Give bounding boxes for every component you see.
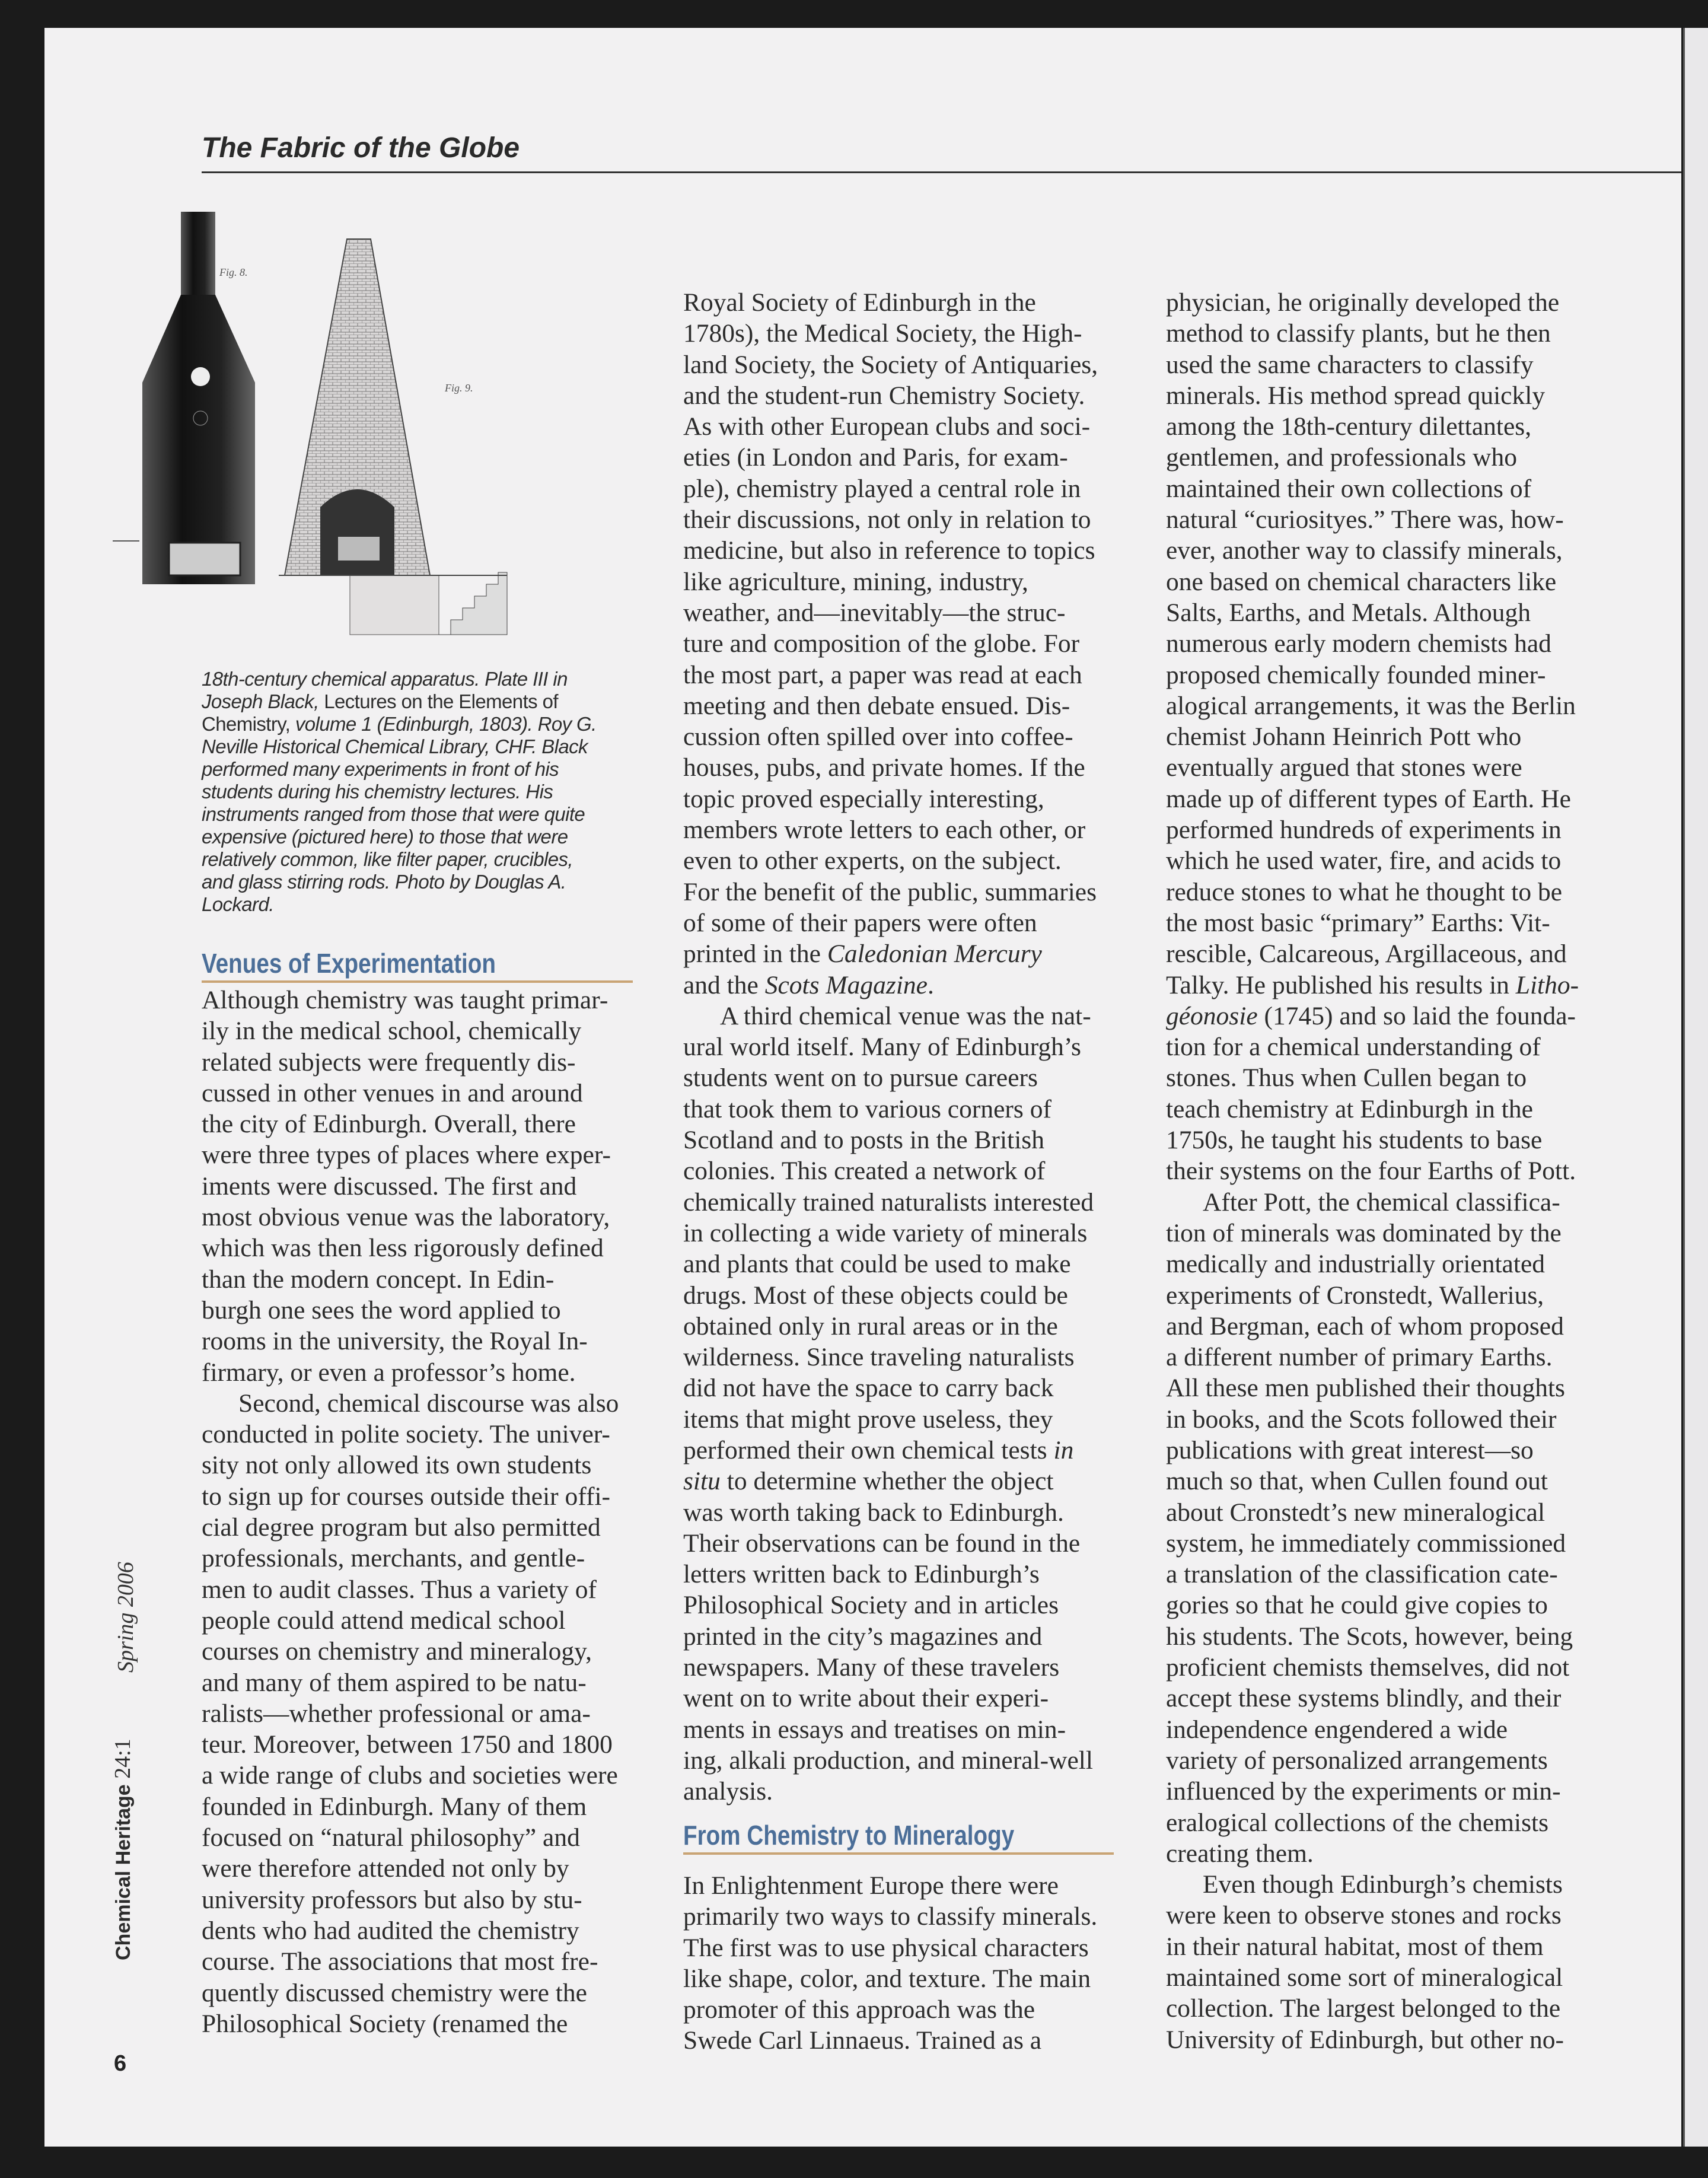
caption-text: Lockard. xyxy=(202,893,274,915)
text-line: ing, alkali production, and mineral-well xyxy=(683,1746,1093,1775)
text-line: medicine, but also in reference to topics xyxy=(683,536,1095,565)
text-line: performed hundreds of experiments in xyxy=(1166,816,1562,845)
text-line: and the student-run Chemistry Society. xyxy=(683,381,1085,410)
text-line: focused on “natural philosophy” and xyxy=(202,1823,580,1852)
text-line: For the benefit of the public, summaries xyxy=(683,877,1097,906)
text-line: reduce stones to what he thought to be xyxy=(1166,877,1563,906)
text-line: the most basic “primary” Earths: Vit- xyxy=(1166,908,1550,937)
text-line: All these men published their thoughts xyxy=(1166,1374,1565,1403)
text-line: even to other experts, on the subject. xyxy=(683,846,1062,875)
text-line: their discussions, not only in relation to xyxy=(683,505,1091,534)
text-line: medically and industrially orientated xyxy=(1166,1250,1546,1279)
furnace-engraving xyxy=(113,205,638,666)
caption-text: Neville Historical Chemical Library, CHF. Black xyxy=(202,735,588,757)
text-line: made up of different types of Earth. He xyxy=(1166,784,1571,813)
text-line: founded in Edinburgh. Many of them xyxy=(202,1792,587,1821)
text-line: used the same characters to classify xyxy=(1166,350,1534,379)
text-line: gentlemen, and professionals who xyxy=(1166,443,1517,472)
section-heading-venues: Venues of Experimentation xyxy=(202,948,496,979)
text-segment: Talky. He published his results in xyxy=(1166,970,1516,999)
text-line: conducted in polite society. The univer- xyxy=(202,1420,610,1449)
text-line: his students. The Scots, however, being xyxy=(1166,1622,1573,1651)
page-number: 6 xyxy=(114,2051,127,2076)
text-line: sity not only allowed its own students xyxy=(202,1451,592,1480)
text-line xyxy=(683,1466,1122,1496)
text-line: natural “curiosityes.” There was, how- xyxy=(1166,505,1564,534)
text-line: and Bergman, each of whom proposed xyxy=(1166,1311,1564,1340)
journal-volume: 24:1 xyxy=(110,1738,135,1779)
text-line: system, he immediately commissioned xyxy=(1166,1529,1566,1558)
text-line: weather, and—inevitably—the struc- xyxy=(683,598,1066,627)
text-line: creating them. xyxy=(1166,1839,1314,1868)
issue-season: Spring 2006 xyxy=(113,1562,138,1673)
caption-line xyxy=(202,735,652,758)
text-line: Second, chemical discourse was also xyxy=(238,1389,619,1418)
fig8-label: Fig. 8. xyxy=(219,266,248,278)
text-line: ever, another way to classify minerals, xyxy=(1166,536,1563,565)
text-segment: . xyxy=(927,970,934,999)
text-line xyxy=(683,970,1122,1001)
caption-line xyxy=(202,781,652,803)
fig9-cone-furnace xyxy=(279,239,507,635)
text-line: dents who had audited the chemistry xyxy=(202,1916,579,1945)
text-line: topic proved especially interesting, xyxy=(683,784,1044,813)
text-line: A third chemical venue was the nat- xyxy=(720,1001,1091,1030)
text-line: method to classify plants, but he then xyxy=(1166,319,1551,348)
text-line: were therefore attended not only by xyxy=(202,1854,569,1883)
text-line: firmary, or even a professor’s home. xyxy=(202,1358,576,1387)
text-line: land Society, the Society of Antiquaries, xyxy=(683,350,1098,379)
text-segment: and the xyxy=(683,970,765,999)
text-line: Their observations can be found in the xyxy=(683,1529,1081,1558)
text-line: eventually argued that stones were xyxy=(1166,753,1522,782)
italic-text: Caledonian Mercury xyxy=(827,940,1042,969)
text-line: that took them to various corners of xyxy=(683,1094,1051,1123)
journal-folio xyxy=(110,1738,136,1960)
text-line: proposed chemically founded miner- xyxy=(1166,660,1546,689)
text-line: primarily two ways to classify minerals. xyxy=(683,1902,1098,1931)
text-line: promoter of this approach was the xyxy=(683,1995,1035,2024)
text-line: in collecting a wide variety of minerals xyxy=(683,1218,1088,1247)
text-line: rooms in the university, the Royal In- xyxy=(202,1327,588,1356)
text-line xyxy=(1166,1001,1605,1031)
caption-line xyxy=(202,893,652,916)
text-line: tion of minerals was dominated by the xyxy=(1166,1218,1562,1247)
caption-line xyxy=(202,871,652,893)
text-line: items that might prove useless, they xyxy=(683,1405,1053,1434)
text-line: proficient chemists themselves, did not xyxy=(1166,1653,1570,1682)
caption-line xyxy=(202,848,652,871)
text-line: Even though Edinburgh’s chemists xyxy=(1203,1870,1563,1899)
text-segment: printed in the xyxy=(683,940,827,969)
text-line: about Cronstedt’s new mineralogical xyxy=(1166,1498,1546,1527)
text-line: Salts, Earths, and Metals. Although xyxy=(1166,598,1531,627)
text-line xyxy=(683,938,1122,969)
figure-caption xyxy=(202,668,652,916)
text-line: professionals, merchants, and gentle- xyxy=(202,1544,585,1573)
text-line: like agriculture, mining, industry, xyxy=(683,567,1028,596)
text-line: chemically trained naturalists interested xyxy=(683,1187,1094,1217)
text-line: teach chemistry at Edinburgh in the xyxy=(1166,1094,1533,1123)
text-line: a different number of primary Earths. xyxy=(1166,1343,1553,1372)
text-line: maintained their own collections of xyxy=(1166,474,1532,503)
text-line: most obvious venue was the laboratory, xyxy=(202,1203,610,1232)
text-line: tion for a chemical understanding of xyxy=(1166,1033,1541,1062)
text-segment: (1745) and so laid the founda- xyxy=(1257,1001,1576,1030)
text-line: cial degree program but also permitted xyxy=(202,1513,601,1542)
text-line: which he used water, fire, and acids to xyxy=(1166,846,1562,875)
text-line: 1780s), the Medical Society, the High- xyxy=(683,319,1082,348)
text-line: the city of Edinburgh. Overall, there xyxy=(202,1110,576,1139)
caption-text: performed many experiments in front of his xyxy=(202,758,559,780)
italic-text: in xyxy=(1053,1435,1074,1464)
text-line: than the modern concept. In Edin- xyxy=(202,1265,555,1294)
text-line: collection. The largest belonged to the xyxy=(1166,1994,1561,2023)
body-column-2-continued xyxy=(683,1870,1122,2056)
caption-line xyxy=(202,758,652,781)
caption-text: and glass stirring rods. Photo by Douglas A. xyxy=(202,871,566,893)
caption-text: Chemistry, xyxy=(202,713,295,735)
caption-text: Lectures on the Elements of xyxy=(324,690,558,712)
text-line: quently discussed chemistry were the xyxy=(202,1978,587,2007)
text-line: and plants that could be used to make xyxy=(683,1250,1071,1279)
text-line: Scotland and to posts in the British xyxy=(683,1126,1044,1155)
text-segment: to determine whether the object xyxy=(720,1467,1054,1496)
text-line: analysis. xyxy=(683,1777,773,1806)
text-line: a translation of the classification cate- xyxy=(1166,1560,1558,1589)
text-line: colonies. This created a network of xyxy=(683,1157,1046,1186)
text-line: stones. Thus when Cullen began to xyxy=(1166,1063,1527,1093)
text-line: cussion often spilled over into coffee- xyxy=(683,722,1073,752)
text-line: drugs. Most of these objects could be xyxy=(683,1281,1068,1310)
text-line: gories so that he could give copies to xyxy=(1166,1591,1548,1620)
caption-line xyxy=(202,803,652,826)
text-line: which was then less rigorously defined xyxy=(202,1234,604,1263)
heading-underline xyxy=(683,1852,1114,1855)
text-line: ments in essays and treatises on min- xyxy=(683,1715,1066,1744)
text-line: much so that, when Cullen found out xyxy=(1166,1467,1548,1496)
text-line: After Pott, the chemical classifica- xyxy=(1203,1187,1560,1217)
italic-text: géonosie xyxy=(1166,1001,1258,1030)
text-line: variety of personalized arrangements xyxy=(1166,1746,1548,1775)
text-line: Philosophical Society and in articles xyxy=(683,1591,1059,1620)
text-line: Royal Society of Edinburgh in the xyxy=(683,288,1036,317)
text-line: were keen to observe stones and rocks xyxy=(1166,1901,1562,1930)
journal-name: Chemical Heritage xyxy=(112,1784,135,1960)
text-line: minerals. His method spread quickly xyxy=(1166,381,1546,410)
text-line: men to audit classes. Thus a variety of xyxy=(202,1575,597,1604)
text-line: rescible, Calcareous, Argillaceous, and xyxy=(1166,940,1567,969)
text-line: in their natural habitat, most of them xyxy=(1166,1932,1544,1961)
caption-text: relatively common, like filter paper, crucibles, xyxy=(202,848,573,870)
caption-text: expensive (pictured here) to those that were xyxy=(202,826,568,848)
fig9-label: Fig. 9. xyxy=(445,382,473,394)
caption-text: 18th-century chemical apparatus. Plate III in xyxy=(202,668,568,690)
text-line: printed in the city’s magazines and xyxy=(683,1622,1043,1651)
text-line: ture and composition of the globe. For xyxy=(683,629,1080,658)
text-line: in books, and the Scots followed their xyxy=(1166,1405,1557,1434)
caption-text: volume 1 (Edinburgh, 1803). Roy G. xyxy=(295,713,597,735)
italic-text: Litho- xyxy=(1515,970,1579,999)
text-line: of some of their papers were often xyxy=(683,908,1037,937)
caption-line xyxy=(202,690,652,713)
text-line: and many of them aspired to be natu- xyxy=(202,1668,587,1697)
text-line: was worth taking back to Edinburgh. xyxy=(683,1498,1064,1527)
text-line: burgh one sees the word applied to xyxy=(202,1295,561,1324)
caption-line xyxy=(202,713,652,735)
text-line: iments were discussed. The first and xyxy=(202,1171,577,1201)
text-line: courses on chemistry and mineralogy, xyxy=(202,1637,592,1666)
text-line: Although chemistry was taught primar- xyxy=(202,986,608,1014)
text-line: eties (in London and Paris, for exam- xyxy=(683,443,1068,472)
section-heading-mineralogy: From Chemistry to Mineralogy xyxy=(683,1820,1015,1851)
running-head: The Fabric of the Globe xyxy=(202,132,520,164)
text-segment: performed their own chemical tests xyxy=(683,1435,1054,1464)
text-line: to sign up for courses outside their offi- xyxy=(202,1482,611,1511)
text-line: accept these systems blindly, and their xyxy=(1166,1684,1562,1713)
text-line xyxy=(683,1435,1122,1466)
text-line: like shape, color, and texture. The main xyxy=(683,1964,1091,1993)
text-line: meeting and then debate ensued. Dis- xyxy=(683,691,1070,720)
fig8-furnace xyxy=(113,212,255,584)
text-line: In Enlightenment Europe there were xyxy=(683,1871,1059,1900)
text-line: university professors but also by stu- xyxy=(202,1885,582,1914)
header-rule xyxy=(202,171,1681,173)
text-line: physician, he originally developed the xyxy=(1166,288,1560,317)
body-column-2 xyxy=(683,287,1122,1807)
italic-text: situ xyxy=(683,1467,721,1496)
text-line: ural world itself. Many of Edinburgh’s xyxy=(683,1033,1081,1062)
text-line: houses, pubs, and private homes. If the xyxy=(683,753,1085,782)
italic-text: Scots Magazine xyxy=(764,970,928,999)
text-line: maintained some sort of mineralogical xyxy=(1166,1963,1563,1992)
text-line: alogical arrangements, it was the Berlin xyxy=(1166,691,1576,720)
text-line: 1750s, he taught his students to base xyxy=(1166,1126,1543,1155)
text-line: cussed in other venues in and around xyxy=(202,1078,583,1107)
text-line: members wrote letters to each other, or xyxy=(683,816,1086,845)
text-line: went on to write about their experi- xyxy=(683,1684,1049,1713)
text-line: the most part, a paper was read at each xyxy=(683,660,1082,689)
adjacent-page-edge xyxy=(1683,28,1708,2147)
text-line: eralogical collections of the chemists xyxy=(1166,1808,1549,1837)
caption-text: students during his chemistry lectures. His xyxy=(202,781,553,803)
caption-line xyxy=(202,826,652,848)
text-line: ralists—whether professional or ama- xyxy=(202,1699,591,1728)
text-line: related subjects were frequently dis- xyxy=(202,1047,576,1077)
text-line: ple), chemistry played a central role in xyxy=(683,474,1081,503)
text-line: As with other European clubs and soci- xyxy=(683,412,1091,441)
text-line: numerous early modern chemists had xyxy=(1166,629,1551,658)
text-line: their systems on the four Earths of Pott. xyxy=(1166,1157,1576,1186)
text-line: among the 18th-century dilettantes, xyxy=(1166,412,1532,441)
text-line: The first was to use physical characters xyxy=(683,1933,1089,1962)
text-line: Philosophical Society (renamed the xyxy=(202,2009,568,2038)
text-line: chemist Johann Heinrich Pott who xyxy=(1166,722,1522,752)
caption-text: instruments ranged from those that were quite xyxy=(202,803,585,825)
text-line: newspapers. Many of these travelers xyxy=(683,1653,1060,1682)
text-line: obtained only in rural areas or in the xyxy=(683,1311,1058,1340)
text-line: letters written back to Edinburgh’s xyxy=(683,1560,1040,1589)
text-line: one based on chemical characters like xyxy=(1166,567,1557,596)
body-column-1 xyxy=(202,985,640,2039)
text-line: wilderness. Since traveling naturalists xyxy=(683,1343,1075,1372)
text-line: ily in the medical school, chemically xyxy=(202,1017,582,1046)
text-line: were three types of places where exper- xyxy=(202,1141,611,1170)
text-line: independence engendered a wide xyxy=(1166,1715,1508,1744)
text-line: University of Edinburgh, but other no- xyxy=(1166,2025,1564,2054)
text-line: Swede Carl Linnaeus. Trained as a xyxy=(683,2026,1042,2055)
caption-line xyxy=(202,668,652,690)
text-line: did not have the space to carry back xyxy=(683,1374,1054,1403)
text-line: publications with great interest—so xyxy=(1166,1435,1534,1464)
text-line: experiments of Cronstedt, Wallerius, xyxy=(1166,1281,1544,1310)
caption-text: Joseph Black, xyxy=(202,690,324,712)
body-column-3 xyxy=(1166,287,1605,2055)
heading-underline xyxy=(202,980,633,983)
text-line xyxy=(1166,970,1605,1001)
text-line: teur. Moreover, between 1750 and 1800 xyxy=(202,1730,613,1759)
text-line: course. The associations that most fre- xyxy=(202,1947,598,1976)
text-line: people could attend medical school xyxy=(202,1606,566,1635)
text-line: influenced by the experiments or min- xyxy=(1166,1777,1561,1806)
text-line: students went on to pursue careers xyxy=(683,1063,1038,1093)
text-line: a wide range of clubs and societies were xyxy=(202,1761,618,1790)
